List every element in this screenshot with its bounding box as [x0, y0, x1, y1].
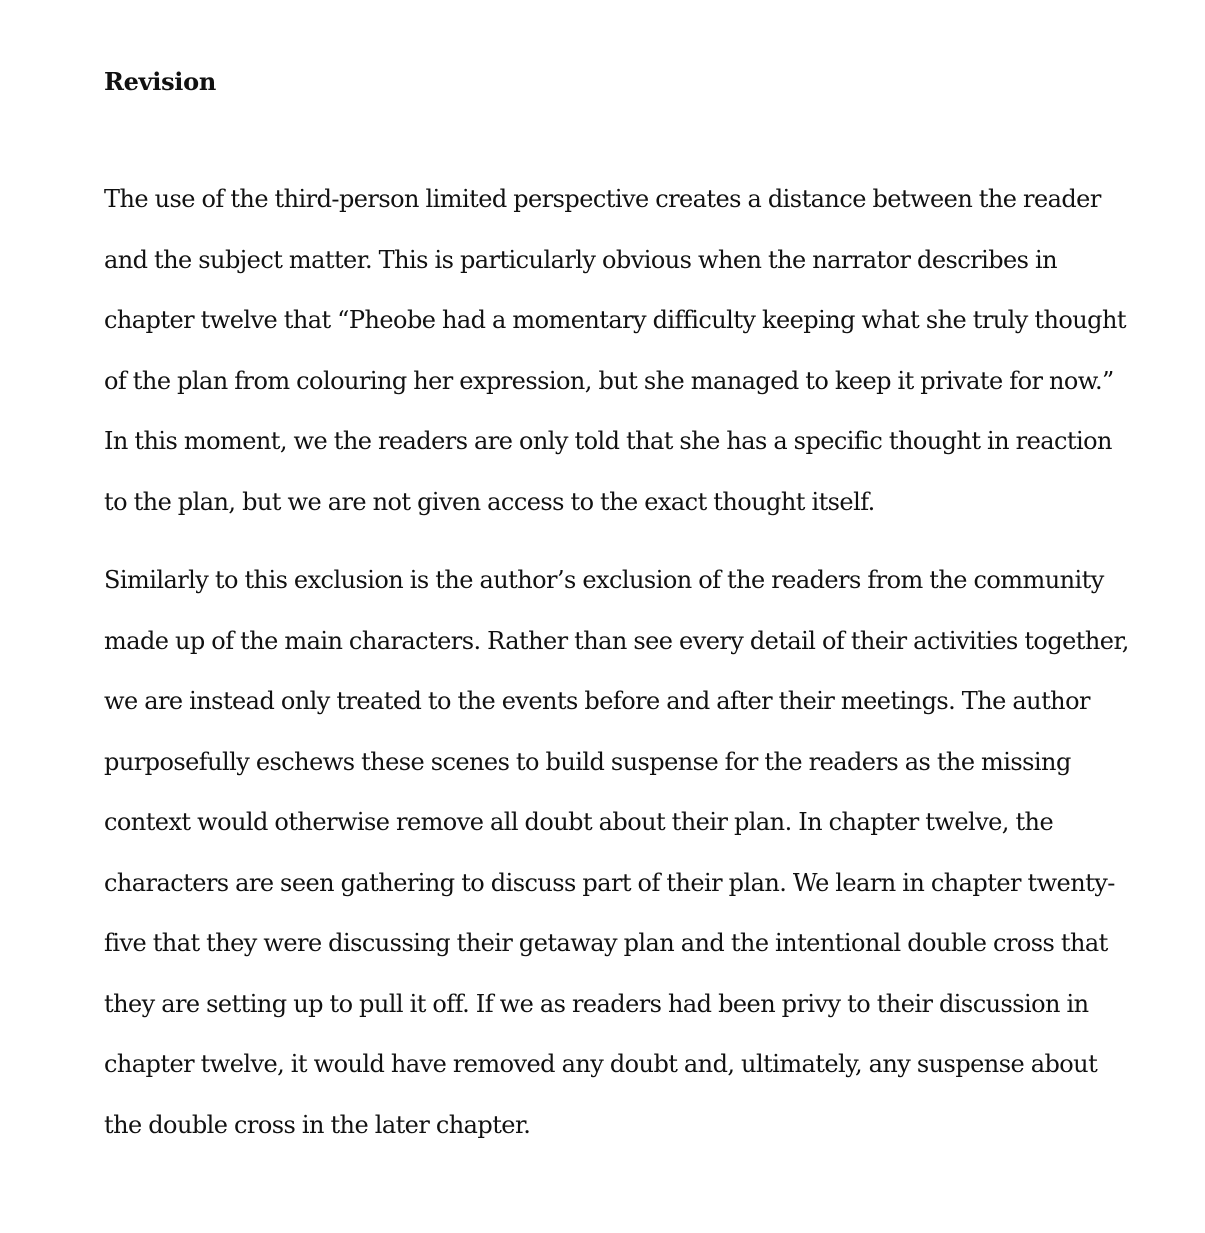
paragraph-line: five that they were discussing their getaway plan and the intentional double cross that [104, 929, 1108, 957]
paragraph-line: Similarly to this exclusion is the author’s exclusion of the readers from the community [104, 566, 1104, 594]
paragraph-line: purposefully eschews these scenes to build suspense for the readers as the missing [104, 747, 1071, 776]
paragraph-line: to the plan, but we are not given access to the exact thought itself. [104, 487, 875, 516]
paragraph-line: of the plan from colouring her expression, but she managed to keep it private for now.” [104, 366, 1114, 395]
paragraph-line: In this moment, we the readers are only told that she has a specific thought in reaction [104, 427, 1112, 455]
paragraph-line: chapter twelve, it would have removed any doubt and, ultimately, any suspense about [104, 1050, 1098, 1078]
paragraph-line: chapter twelve that “Pheobe had a momentary difficulty keeping what she truly thought [104, 306, 1126, 334]
paragraph-2 [104, 550, 1129, 1155]
paragraph-line: context would otherwise remove all doubt about their plan. In chapter twelve, the [104, 808, 1054, 836]
paragraph-line: characters are seen gathering to discuss part of their plan. We learn in chapter twenty- [104, 868, 1115, 897]
paragraph-line: The use of the third-person limited perspective creates a distance between the reader [104, 185, 1101, 213]
paragraph-line: made up of the main characters. Rather than see every detail of their activities together, [104, 626, 1129, 655]
paragraph-line: they are setting up to pull it off. If we as readers had been privy to their discussion in [104, 989, 1089, 1018]
paragraph-line: and the subject matter. This is particularly obvious when the narrator describes in [104, 245, 1058, 274]
document-title: Revision [104, 67, 216, 96]
paragraph-line: we are instead only treated to the events before and after their meetings. The author [104, 687, 1090, 715]
paragraph-1 [104, 169, 1126, 532]
paragraph-line: the double cross in the later chapter. [104, 1110, 531, 1139]
